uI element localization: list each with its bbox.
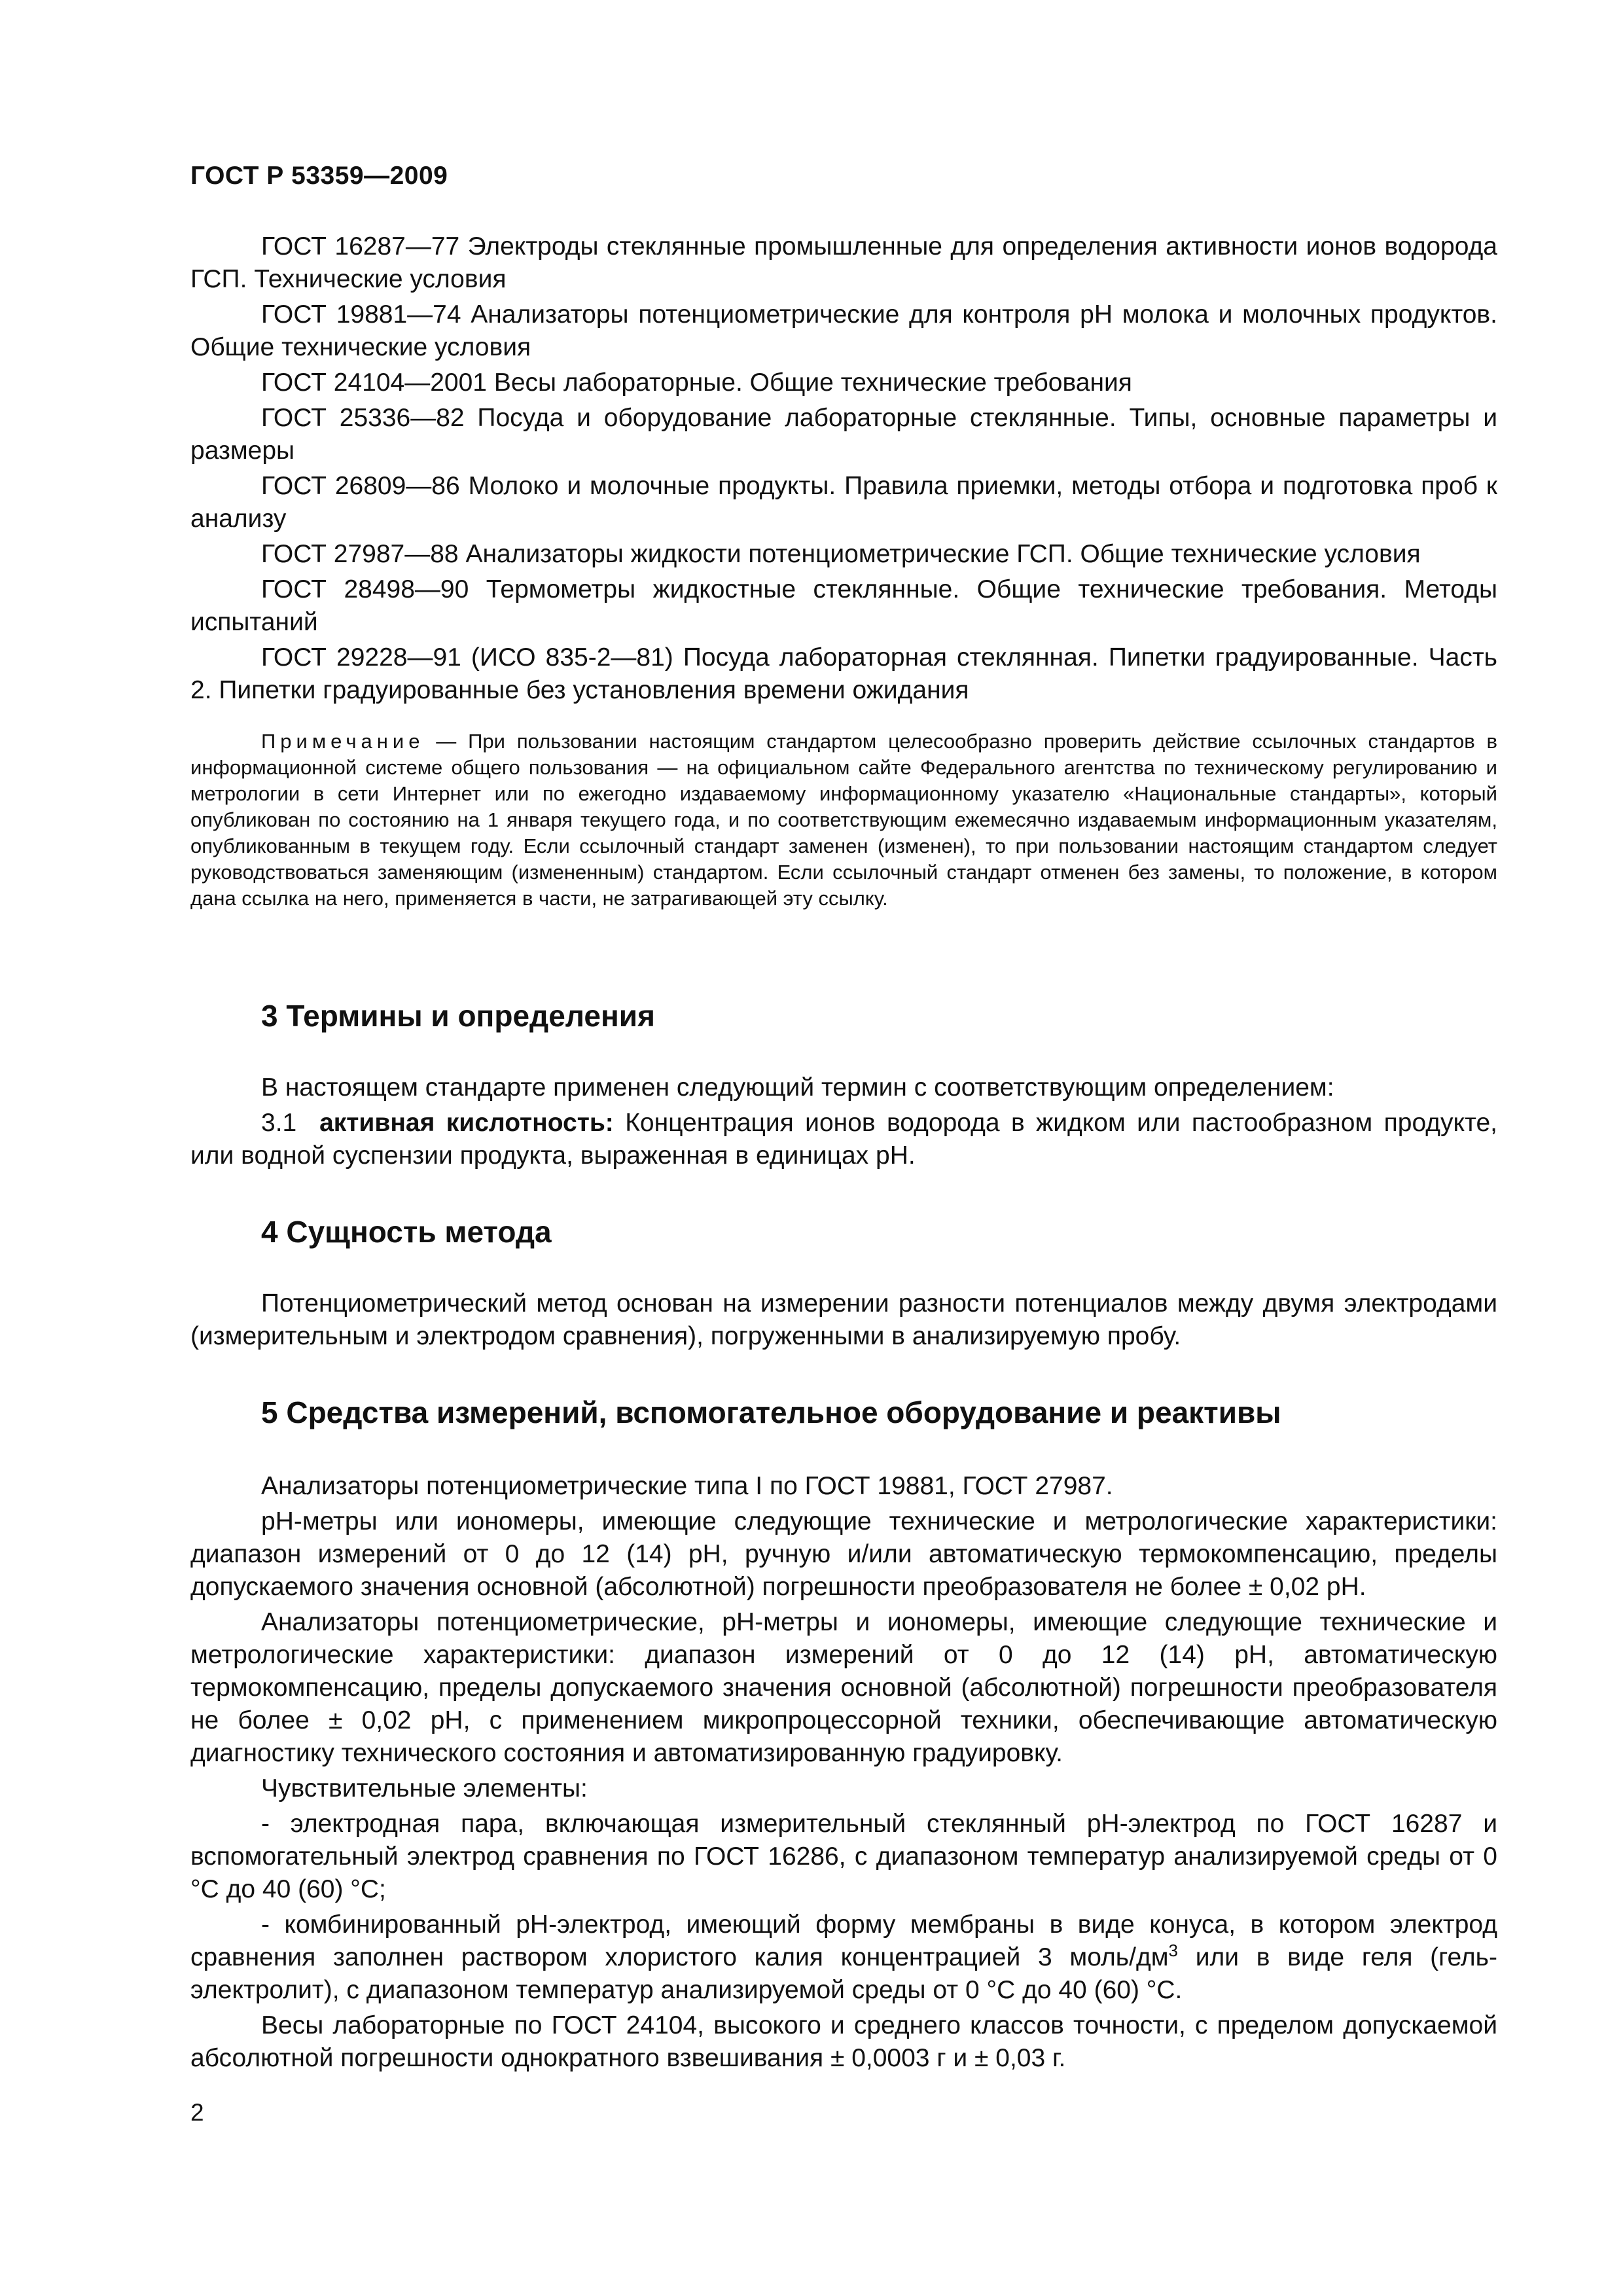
reference-item: ГОСТ 19881—74 Анализаторы потенциометрические для контроля pH молока и молочных продуктов. Общие технические условия bbox=[190, 300, 1497, 361]
section-4-text: Потенциометрический метод основан на измерении разности потенциалов между двумя электродами (измерительным и электродом сравнения), погруженными в анализируемую пробу. bbox=[190, 1289, 1497, 1350]
section-5-paragraph bbox=[190, 1909, 1497, 2007]
section-5-paragraph: Анализаторы потенциометрические, pH-метры и иономеры, имеющие следующие технические и метрологические характеристики: диапазон измерений от 0 до 12 (14) pH, автоматическую термокомпенсацию, пределы допускаемого значения основной (абсолютной) погрешности преобразователя не более ± 0,02 pH, с применением микропроцессорной техники, обеспечивающие автоматическую диагностику технического состояния и автоматизированную градуировку. bbox=[190, 1608, 1497, 1767]
reference-item: ГОСТ 25336—82 Посуда и оборудование лабораторные стеклянные. Типы, основные параметры и размеры bbox=[190, 404, 1497, 465]
section-4-title: 4 Сущность метода bbox=[261, 1215, 552, 1249]
section-5-body bbox=[190, 1470, 1497, 2077]
superscript: 3 bbox=[1168, 1941, 1178, 1960]
section-5-text: или в виде геля (гель-электролит), с диапазоном температур анализируемой среды от 0 °С до 40 (60) °С. bbox=[190, 1943, 1497, 2004]
reference-item: ГОСТ 26809—86 Молоко и молочные продукты. Правила приемки, методы отбора и подготовка проб к анализу bbox=[190, 472, 1497, 533]
note-text: — При пользовании настоящим стандартом целесообразно проверить действие ссылочных стандартов в информационной системе общего пользования — на официальном сайте Федерального агентства по техническому регулированию и метрологии в сети Интернет или по ежегодно издаваемому информационному указателю «Национальные стандарты», который опубликован по состоянию на 1 января текущего года, и по соответствующим ежемесячно издаваемым информационным указателям, опубликованным в текущем году. Если ссылочный стандарт заменен (изменен), то при пользовании настоящим стандартом следует руководствоваться заменяющим (измененным) стандартом. Если ссылочный стандарт отменен без замены, то положение, в котором дана ссылка на него, применяется в части, не затрагивающей эту ссылку. bbox=[190, 730, 1497, 910]
page-number: 2 bbox=[190, 2099, 204, 2126]
section-3 bbox=[190, 998, 1497, 1033]
reference-item: ГОСТ 27987—88 Анализаторы жидкости потенциометрические ГСП. Общие технические условия bbox=[261, 540, 1421, 568]
section-5-text: - комбинированный pH-электрод, имеющий форму мембраны в виде конуса, в котором электрод сравнения заполнен раствором хлористого калия концентрацией 3 моль/дм bbox=[190, 1910, 1497, 1971]
section-5-paragraph: Чувствительные элементы: bbox=[261, 1774, 588, 1803]
section-3-body bbox=[190, 1071, 1497, 1175]
reference-item: ГОСТ 29228—91 (ИСО 835-2—81) Посуда лабораторная стеклянная. Пипетки градуированные. Часть 2. Пипетки градуированные без установления времени ожидания bbox=[190, 643, 1497, 704]
term-name: активная кислотность: bbox=[319, 1109, 614, 1137]
references-list bbox=[190, 230, 1497, 709]
section-5-paragraph: - электродная пара, включающая измерительный стеклянный pH-электрод по ГОСТ 16287 и вспомогательный электрод сравнения по ГОСТ 16286, с диапазоном температур анализируемой среды от 0 °С до 40 (60) °С; bbox=[190, 1810, 1497, 1903]
reference-item: ГОСТ 24104—2001 Весы лабораторные. Общие технические требования bbox=[261, 368, 1132, 397]
section-3-title: 3 Термины и определения bbox=[261, 999, 655, 1033]
document-header: ГОСТ Р 53359—2009 bbox=[190, 162, 448, 190]
section-5-paragraph: Весы лабораторные по ГОСТ 24104, высокого и среднего классов точности, с пределом допускаемой абсолютной погрешности однократного взвешивания ± 0,0003 г и ± 0,03 г. bbox=[190, 2011, 1497, 2072]
section-4 bbox=[190, 1214, 1497, 1249]
term-definition bbox=[190, 1107, 1497, 1172]
section-4-body bbox=[190, 1287, 1497, 1355]
section-5-paragraph: Анализаторы потенциометрические типа I по ГОСТ 19881, ГОСТ 27987. bbox=[261, 1472, 1113, 1500]
section-5-title: 5 Средства измерений, вспомогательное оборудование и реактивы bbox=[261, 1395, 1281, 1429]
section-5-paragraph: pH-метры или иономеры, имеющие следующие технические и метрологические характеристики: диапазон измерений от 0 до 12 (14) pH, ручную и/или автоматическую термокомпенсацию, пределы допускаемого значения основной (абсолютной) погрешности преобразователя не более ± 0,02 pH. bbox=[190, 1507, 1497, 1601]
section-5 bbox=[190, 1395, 1497, 1430]
note-label: Примечание bbox=[261, 730, 425, 753]
term-text: Концентрация ионов водорода в жидком или пастообразном продукте, или водной суспензии продукта, выраженная в единицах pH. bbox=[190, 1109, 1498, 1170]
term-number: 3.1 bbox=[261, 1109, 297, 1137]
reference-item: ГОСТ 28498—90 Термометры жидкостные стеклянные. Общие технические требования. Методы испытаний bbox=[190, 575, 1497, 636]
note-block bbox=[190, 728, 1497, 912]
reference-item: ГОСТ 16287—77 Электроды стеклянные промышленные для определения активности ионов водорода ГСП. Технические условия bbox=[190, 232, 1497, 293]
section-3-intro: В настоящем стандарте применен следующий термин с соответствующим определением: bbox=[261, 1073, 1334, 1102]
